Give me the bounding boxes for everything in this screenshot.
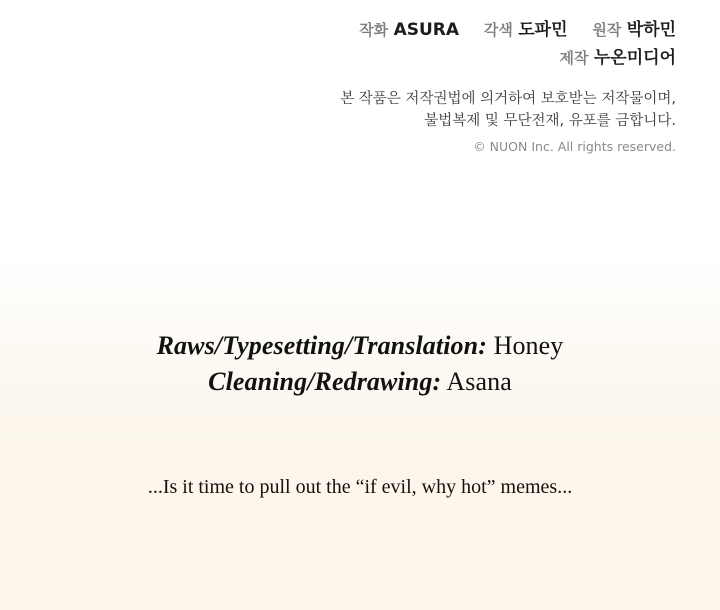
credit-label-original: 원작 [592,21,622,39]
staff-role-cleaning: Cleaning/Redrawing: [208,367,442,396]
copyright-statement: © NUON Inc. All rights reserved. [473,139,676,154]
staff-line-raws [0,328,720,364]
credit-line-primary [116,16,676,44]
copyright-notice [76,88,676,132]
staff-line-cleaning [0,364,720,400]
credit-value-art: ASURA [393,20,460,40]
production-credits [116,16,676,72]
credit-line-secondary [116,44,676,72]
credit-value-production: 누온미디어 [593,48,676,68]
credit-value-adaptation: 도파민 [518,20,568,40]
copyright-notice-line-2: 불법복제 및 무단전재, 유포를 금합니다. [424,113,676,129]
credit-label-adaptation: 각색 [483,21,513,39]
staff-person-raws: Honey [493,331,564,360]
dialogue-text: ...Is it time to pull out the “if evil, why hot” memes... [147,476,573,498]
credit-label-production: 제작 [559,49,589,67]
staff-person-cleaning: Asana [446,367,512,396]
scanlation-staff-credits [0,328,720,400]
copyright-notice-line-1: 본 작품은 저작권법에 의거하여 보호받는 저작물이며, [340,91,676,107]
credit-value-original: 박하민 [626,20,676,40]
staff-role-raws: Raws/Typesetting/Translation: [156,331,487,360]
credit-label-art: 작화 [359,21,389,39]
